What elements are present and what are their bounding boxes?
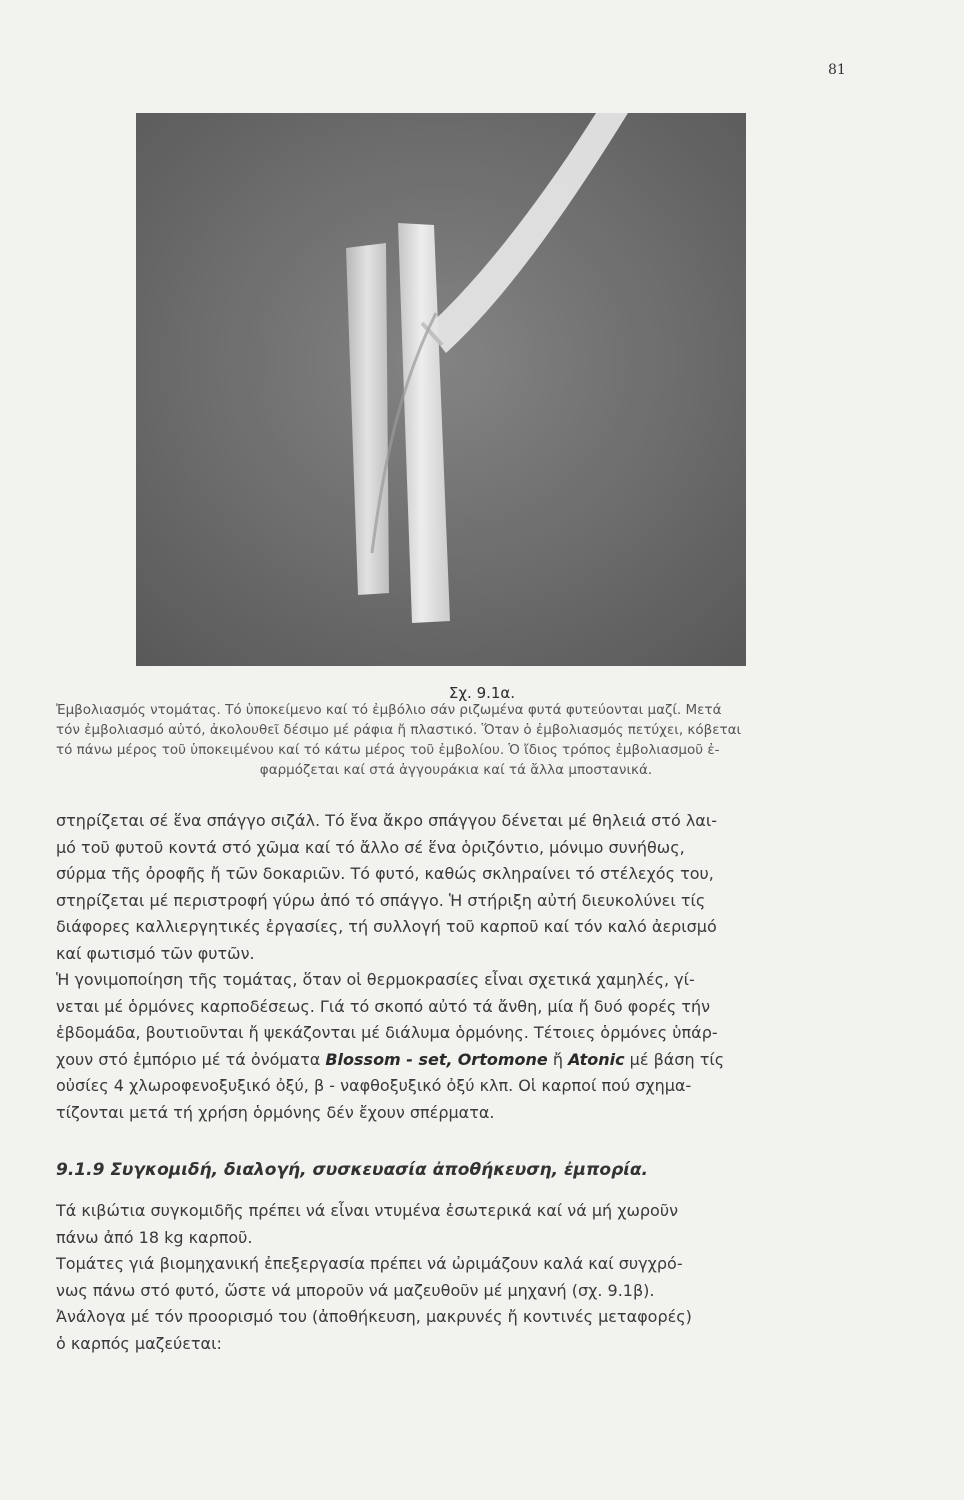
hormone-line-prefix: χουν στό ἐμπόριο μέ τά ὀνόματα: [56, 1049, 326, 1069]
page-number: 81: [828, 62, 846, 78]
text-line: πάνω ἀπό 18 kg καρποῦ.: [56, 1227, 253, 1247]
text-line: Ἀνάλογα μέ τόν προορισμό του (ἀποθήκευση, μακρυνές ἤ κοντινές μεταφορές): [56, 1307, 692, 1326]
text-line: σύρμα τῆς ὀροφῆς ἤ τῶν δοκαριῶν. Τό φυτό, καθώς σκληραίνει τό στέλεχός του,: [56, 864, 714, 883]
text-line: στηρίζεται σέ ἕνα σπάγγο σιζάλ. Τό ἕνα ἄκρο σπάγγου δένεται μέ θηλειά στό λαι-: [56, 811, 718, 830]
caption-line: τό πάνω μέρος τοῦ ὑποκειμένου καί τό κάτω μέρος τοῦ ἐμβολίου. Ὁ ἴδιος τρόπος ἐμβολιασμοῦ ἐ-: [56, 742, 720, 758]
hormone-names-line: [56, 1047, 868, 1074]
caption-line: Ἐμβολιασμός ντομάτας. Τό ὑποκείμενο καί τό ἐμβόλιο σάν ριζωμένα φυτά φυτεύονται μαζί. Μετά: [56, 702, 722, 718]
grafting-photo: [136, 113, 746, 666]
text-line: Ἡ γονιμοποίηση τῆς τομάτας, ὅταν οἱ θερμοκρασίες εἶναι σχετικά χαμηλές, γί-: [56, 970, 695, 989]
text-line: ἑβδομάδα, βουτιοῦνται ἤ ψεκάζονται μέ διάλυμα ὁρμόνης. Τέτοιες ὁρμόνες ὑπάρ-: [56, 1023, 718, 1042]
text-line: οὐσίες 4 χλωροφενοξυξικό ὀξύ, β - ναφθοξυξικό ὀξύ κλπ. Οἱ καρποί πού σχημα-: [56, 1076, 692, 1095]
text-line: Τομάτες γιά βιομηχανική ἐπεξεργασία πρέπει νά ὠριμάζουν καλά καί συγχρό-: [56, 1254, 683, 1273]
hormone-or: ἤ: [547, 1049, 569, 1069]
text-line: διάφορες καλλιεργητικές ἐργασίες, τή συλλογή τοῦ καρποῦ καί τόν καλό ἀερισμό: [56, 917, 717, 936]
grafting-photo-illustration: [136, 113, 746, 666]
hormone-name-atonic: Atonic: [568, 1049, 625, 1069]
body-text: [56, 808, 868, 1126]
text-line: καί φωτισμό τῶν φυτῶν.: [56, 943, 255, 963]
hormone-line-suffix: μέ βάση τίς: [624, 1049, 725, 1069]
hormone-name-ortomone: Ortomone: [457, 1049, 548, 1069]
caption-line: φαρμόζεται καί στά ἀγγουράκια καί τά ἄλλα μποστανικά.: [259, 762, 653, 778]
caption-line: τόν ἐμβολιασμό αὐτό, ἀκολουθεῖ δέσιμο μέ ράφια ἤ πλαστικό. Ὅταν ὁ ἐμβολιασμός πετύχει, κόβεται: [56, 722, 742, 738]
section-heading: 9.1.9 Συγκομιδή, διαλογή, συσκευασία ἀποθήκευση, ἐμπορία.: [56, 1160, 648, 1180]
figure-caption: [56, 700, 856, 780]
text-line: νεται μέ ὁρμόνες καρποδέσεως. Γιά τό σκοπό αὐτό τά ἄνθη, μία ἤ δυό φορές τήν: [56, 996, 711, 1016]
text-line: νως πάνω στό φυτό, ὥστε νά μποροῦν νά μαζευθοῦν μέ μηχανή (σχ. 9.1β).: [56, 1280, 655, 1300]
hormone-name-blossom: Blossom - set,: [325, 1049, 453, 1069]
text-line: μό τοῦ φυτοῦ κοντά στό χῶμα καί τό ἄλλο σέ ἕνα ὁριζόντιο, μόνιμο συνήθως,: [56, 837, 685, 857]
text-line: ὁ καρπός μαζεύεται:: [56, 1333, 222, 1353]
text-line: τίζονται μετά τή χρήση ὁρμόνης δέν ἔχουν σπέρματα.: [56, 1102, 495, 1122]
figure-label: Σχ. 9.1α.: [448, 684, 516, 702]
harvest-text: [56, 1198, 868, 1357]
text-line: στηρίζεται μέ περιστροφή γύρω ἀπό τό σπάγγο. Ἡ στήριξη αὐτή διευκολύνει τίς: [56, 890, 706, 910]
text-line: Τά κιβώτια συγκομιδῆς πρέπει νά εἶναι ντυμένα ἐσωτερικά καί νά μή χωροῦν: [56, 1201, 679, 1220]
pollination-paragraph: [56, 967, 868, 1126]
support-paragraph: [56, 808, 868, 967]
